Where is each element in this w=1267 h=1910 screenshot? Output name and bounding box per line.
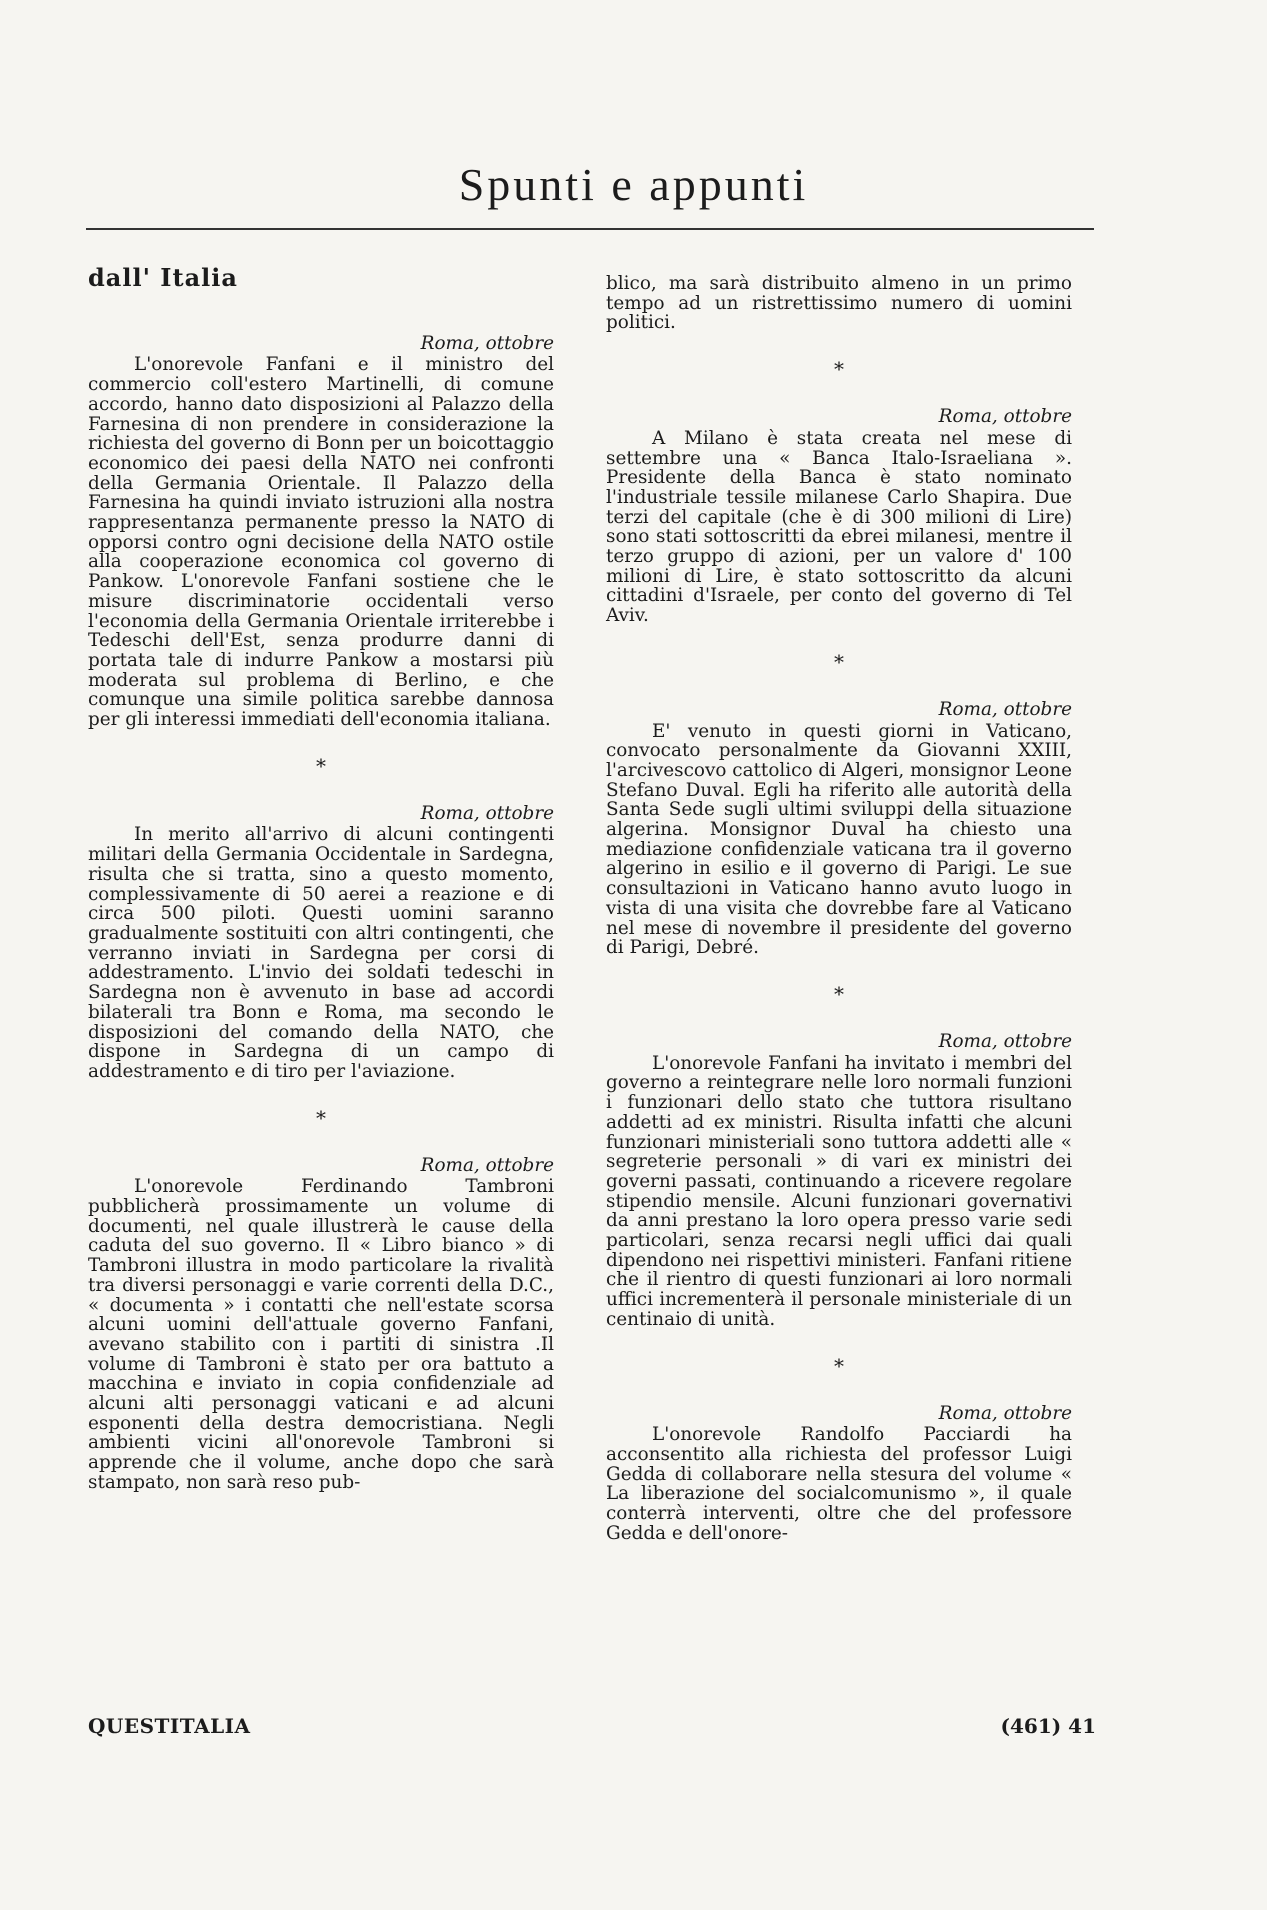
dateline: Roma, ottobre [938,698,1072,720]
footer-page-number: (461) 41 [1000,1714,1096,1738]
asterisk-separator: * [834,357,844,382]
article [88,804,554,1082]
dateline: Roma, ottobre [938,1402,1072,1424]
dateline: Roma, ottobre [938,406,1072,428]
dateline: Roma, ottobre [420,1154,554,1176]
article [606,1032,1072,1330]
article-text: In merito all'arrivo di alcuni contingenti militari della Germania Occidentale in Sardegna, risulta che si tratta, sino a questo momento, complessivamente di 50 aerei a reazione e di circa 500 piloti. Questi uomini saranno gradualmente sostituiti con altri contingenti, che verranno inviati in Sardegna per corsi di addestramento. L'invio dei soldati tedeschi in Sardegna non è avvenuto in base ad accordi bilaterali tra Bonn e Roma, ma secondo le disposizioni del comando della NATO, che dispone in Sardegna di un campo di addestramento e di tiro per l'aviazione. [88,824,554,1082]
dateline: Roma, ottobre [420,802,554,824]
footer-publication: QUESTITALIA [88,1714,251,1738]
left-column [88,258,554,1493]
title-rule [86,228,1094,230]
dateline: Roma, ottobre [938,1030,1072,1052]
article-continuation [606,274,1072,333]
asterisk-separator: * [316,1105,326,1130]
asterisk-separator: * [834,981,844,1006]
article-text: E' venuto in questi giorni in Vaticano, convocato personalmente da Giovanni XXIII, l'arcivescovo cattolico di Algeri, monsignor Leone Stefano Duval. Egli ha riferito alle autorità della Santa Sede sugli ultimi sviluppi della situazione algerina. Monsignor Duval ha chiesto una mediazione confidenziale vaticana tra il governo algerino in esilio e il governo di Parigi. Le sue consultazioni in Vaticano hanno avuto luogo in vista di una visita che dovrebbe fare al Vaticano nel mese di novembre il presidente del governo di Parigi, Debré. [606,720,1072,959]
article [88,1156,554,1493]
article [606,1404,1072,1544]
article [606,700,1072,958]
asterisk-separator: * [834,1353,844,1378]
article-text: L'onorevole Fanfani e il ministro del commercio coll'estero Martinelli, di comune accordo, hanno dato disposizioni al Palazzo della Farnesina di non prendere in considerazione la richiesta del governo di Bonn per un boicottaggio economico dei paesi della NATO nei confronti della Germania Orientale. Il Palazzo della Farnesina ha quindi inviato istruzioni alla nostra rappresentanza permanente presso la NATO di opporsi contro ogni decisione della NATO ostile alla cooperazione economica col governo di Pankow. L'onorevole Fanfani sostiene che le misure discriminatorie occidentali verso l'economia della Germania Orientale irriterebbe i Tedeschi dell'Est, senza produrre danni di portata tale di indurre Pankow a mostarsi più moderata sul problema di Berlino, e che comunque una simile politica sarebbe dannosa per gli interessi immediati dell'economia italiana. [88,354,554,731]
asterisk-separator: * [316,753,326,778]
article-text: blico, ma sarà distribuito almeno in un primo tempo ad un ristrettissimo numero di uomini politici. [606,273,1072,334]
asterisk-separator: * [834,649,844,674]
section-heading: dall' Italia [88,263,238,292]
article [88,334,554,730]
article [606,407,1072,626]
article-text: A Milano è stata creata nel mese di settembre una « Banca Italo-Israeliana ». Presidente della Banca è stato nominato l'industriale tessile milanese Carlo Shapira. Due terzi del capitale (che è di 300 milioni di Lire) sono stati sottoscritti da ebrei milanesi, mentre il terzo gruppo di azioni, per un valore d' 100 milioni di Lire, è stato sottoscritto da alcuni cittadini d'Israele, per conto del governo di Tel Aviv. [606,427,1072,627]
article-text: L'onorevole Fanfani ha invitato i membri del governo a reintegrare nelle loro normali funzioni i funzionari dello stato che tuttora risultano addetti ad ex ministri. Risulta infatti che alcuni funzionari ministeriali sono tuttora addetti alle « segreterie personali » di vari ex ministri dei governi passati, continuando a ricevere regolare stipendio mensile. Alcuni funzionari governativi da anni prestano la loro opera presso varie sedi particolari, senza recarsi negli uffici dai quali dipendono nei rispettivi ministeri. Fanfani ritiene che il rientro di questi funzionari ai loro normali uffici incrementerà il personale ministeriale di un centinaio di unità. [606,1052,1072,1330]
article-text: L'onorevole Ferdinando Tambroni pubblicherà prossimamente un volume di documenti, nel quale illustrerà le cause della caduta del suo governo. Il « Libro bianco » di Tambroni illustra in modo particolare la rivalità tra diversi personaggi e varie correnti della D.C., « documenta » i contatti che nell'estate scorsa alcuni uomini dell'attuale governo Fanfani, avevano stabilito con i partiti di sinistra .Il volume di Tambroni è stato per ora battuto a macchina e inviato in copia confidenziale ad alcuni alti personaggi vaticani e ad alcuni esponenti della destra democristiana. Negli ambienti vicini all'onorevole Tambroni si apprende che il volume, anche dopo che sarà stampato, non sarà reso pub- [88,1176,554,1493]
article-text: L'onorevole Randolfo Pacciardi ha acconsentito alla richiesta del professor Luigi Gedda di collaborare nella stesura del volume « La liberazione del socialcomunismo », il quale conterrà interventi, oltre che del professore Gedda e dell'onore- [606,1424,1072,1544]
page-title: Spunti e appunti [458,159,809,210]
right-column [606,274,1072,1543]
dateline: Roma, ottobre [420,332,554,354]
